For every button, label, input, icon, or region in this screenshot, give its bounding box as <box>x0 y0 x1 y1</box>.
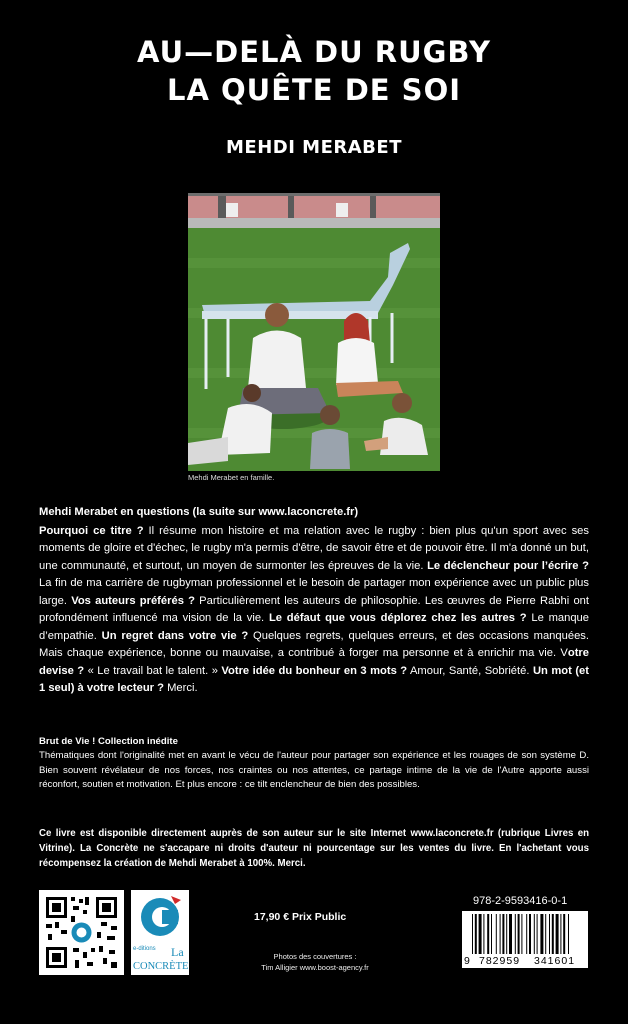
qr-code[interactable] <box>39 890 124 975</box>
question: Un mot (et 1 seul) à votre lecteur ? <box>39 664 589 694</box>
answer: Amour, Santé, Sobriété. <box>407 664 533 677</box>
barcode-bar <box>534 914 535 954</box>
interview-heading: Mehdi Merabet en questions (la suite sur www.laconcrete.fr) <box>39 506 359 518</box>
answer: Il résume mon histoire et ma relation avec le rugby : bien plus qu'un sport avec ses moments de gloire et d'échec, le rugby m'a permis d'être, de savoir être et de pouvoir être. Il m'a donné un but, une communauté, et surtout, un moyen de surmonter les épreuves de la vie. <box>39 524 589 572</box>
barcode-digits <box>462 955 588 967</box>
barcode-bar <box>509 914 512 954</box>
question: otre devise ? <box>39 647 589 677</box>
answer: Merci. <box>163 682 198 694</box>
barcode-bar <box>556 914 559 954</box>
availability-notice: Ce livre est disponible directement auprès de son auteur sur le site Internet www.laconcrete.fr (rubrique Livres en Vitrine). La Concrète ne s'accapare ni droits d'auteur ni pourcentage sur les ventes du livre. En l'achetant vous récompensez la création de Mehdi Merabet à 100%. Merci. <box>39 828 589 869</box>
barcode-digits-left: 782959 <box>479 955 521 967</box>
barcode-bar <box>483 914 484 954</box>
interview-text <box>39 523 589 698</box>
isbn-number: 978-2-9593416-0-1 <box>473 895 568 907</box>
barcode-bar <box>560 914 561 954</box>
photo-credits <box>230 951 400 973</box>
author-name: MEHDI MERABET <box>226 137 402 158</box>
logo-name-text: CONCRÈTE <box>133 961 189 972</box>
collection-section <box>39 735 589 793</box>
barcode-bar <box>475 914 477 954</box>
barcode-bar <box>491 914 492 954</box>
price-label: 17,90 € Prix Public <box>254 911 347 923</box>
collection-heading: Brut de Vie ! Collection inédite <box>39 736 178 747</box>
barcode-bar <box>487 914 489 954</box>
question: Le défaut que vous déplorez chez les autres ? <box>268 612 527 624</box>
answer: Particulièrement les auteurs de philosophie. Les œuvres de Pierre Rabhi ont profondément influencé ma vision de la vie. <box>39 594 590 624</box>
question: Le déclencheur pour l’écrire ? <box>427 559 589 572</box>
barcode-bar <box>563 914 565 954</box>
book-title-line-2: LA QUÊTE DE SOI <box>166 73 462 107</box>
barcode-bar <box>568 914 569 954</box>
photo-caption: Mehdi Merabet en famille. <box>188 473 275 482</box>
answer: Quelques regrets, quelques erreurs, et des occasions manquées. Mais chaque expérience, bonne ou mauvaise, a contribué à forger ma personne et à enrichir ma vie. V <box>39 629 589 659</box>
barcode-bar <box>500 914 501 954</box>
barcode-bar <box>540 914 543 954</box>
barcode-bar <box>549 914 550 954</box>
credits-line-1: Photos des couvertures : <box>273 952 357 961</box>
question: Vos auteurs préférés ? <box>71 594 195 607</box>
barcode-bar <box>479 914 482 954</box>
barcode-bar <box>537 914 538 954</box>
barcode-bar <box>545 914 546 954</box>
barcode-bar <box>515 914 516 954</box>
answer: La fin de ma carrière de rugbyman professionnel et le besoin de partager mon expérience avec un public plus large. <box>39 577 589 607</box>
barcode-bar <box>506 914 507 954</box>
barcode-bar <box>472 914 473 954</box>
barcode-digit-prefix: 9 <box>464 955 470 967</box>
interview-section <box>39 504 589 698</box>
answer: Le manque d’empathie. <box>39 612 589 642</box>
barcode-bar <box>496 914 497 954</box>
barcode-bar <box>529 914 531 954</box>
barcode-bar <box>518 914 520 954</box>
barcode-bar <box>552 914 554 954</box>
family-photo <box>188 193 440 471</box>
barcode-bar <box>526 914 527 954</box>
collection-description: Thématiques dont l'originalité met en avant le vécu de l'auteur pour partager son expérience et les rouages de son système D. Bien souvent révélateur de nos forces, nos craintes ou nos attentes, ce partage intime de la vie de l'Autre apporte aussi réconfort, soutien et motivation. Et plus encore : ce tilt enclencheur de bien des possibles. <box>39 750 589 791</box>
barcode-bar <box>521 914 522 954</box>
barcode-bar <box>502 914 504 954</box>
publisher-logo[interactable] <box>131 890 189 975</box>
book-title-line-1: AU—DELÀ DU RUGBY <box>137 35 491 69</box>
logo-small-text: e-ditions <box>133 946 156 952</box>
barcode-digits-right: 341601 <box>534 955 576 967</box>
logo-la-text: La <box>171 945 184 959</box>
credits-line-2: Tim Alligier www.boost-agency.fr <box>261 963 369 972</box>
question: Un regret dans votre vie ? <box>101 629 249 642</box>
question: Pourquoi ce titre ? <box>39 524 144 537</box>
isbn-barcode <box>462 911 588 968</box>
answer: « Le travail bat le talent. » <box>84 664 222 677</box>
question: Votre idée du bonheur en 3 mots ? <box>221 664 408 677</box>
